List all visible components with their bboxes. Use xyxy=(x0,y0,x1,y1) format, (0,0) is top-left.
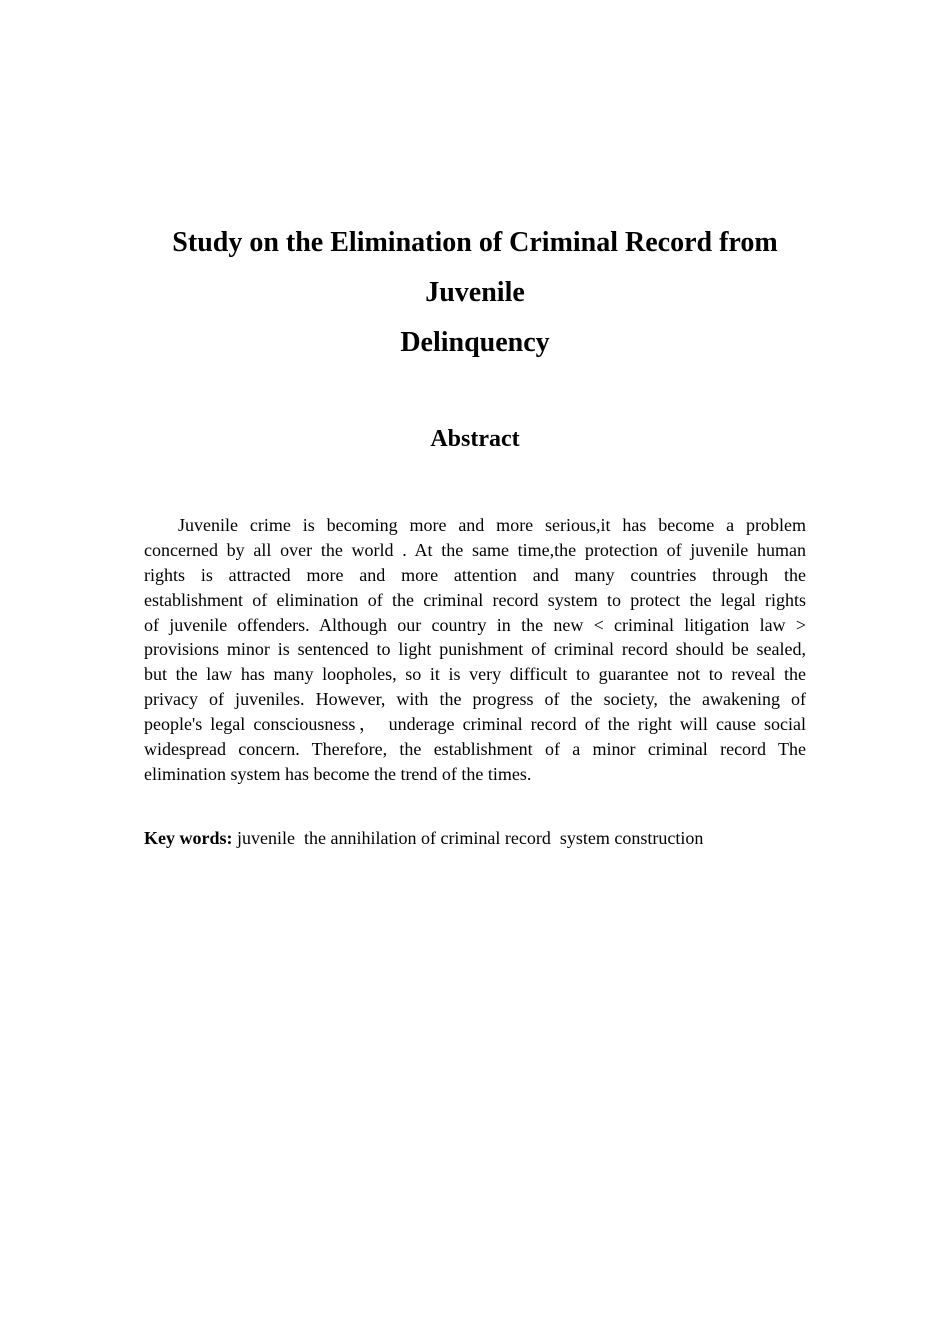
title-line-1: Study on the Elimination of Criminal Record from xyxy=(172,227,778,258)
abstract-line-9: people's legal consciousness， underage criminal record of the right will cause social xyxy=(144,714,806,735)
keywords-text: juvenile the annihilation of criminal record system construction xyxy=(232,828,704,848)
abstract-line-8: privacy of juveniles. However, with the progress of the society, the awakening of xyxy=(144,689,806,710)
abstract-line-10: widespread concern. Therefore, the establishment of a minor criminal record The xyxy=(144,739,806,760)
abstract-line-1: Juvenile crime is becoming more and more serious,it has become a problem xyxy=(178,515,806,535)
abstract-line-2: concerned by all over the world . At the same time,the protection of juvenile human xyxy=(144,539,806,560)
abstract-line-3: rights is attracted more and more attention and many countries through the xyxy=(144,564,806,585)
abstract-heading: Abstract xyxy=(430,426,520,452)
title-line-3: Delinquency xyxy=(400,327,550,358)
paper-title xyxy=(120,218,830,368)
abstract-line-11: elimination system has become the trend of the times. xyxy=(144,763,532,784)
abstract-line-6: provisions minor is sentenced to light punishment of criminal record should be sealed, xyxy=(144,639,806,660)
abstract-line-5: of juvenile offenders. Although our country in the new < criminal litigation law > xyxy=(144,614,806,635)
title-line-2: Juvenile xyxy=(425,277,525,308)
abstract-paragraph xyxy=(144,513,806,787)
keywords-label: Key words: xyxy=(144,828,233,848)
abstract-line-4: establishment of elimination of the criminal record system to protect the legal rights xyxy=(144,589,806,610)
abstract-line-7: but the law has many loopholes, so it is very difficult to guarantee not to reveal the xyxy=(144,664,806,685)
keywords xyxy=(144,826,824,850)
